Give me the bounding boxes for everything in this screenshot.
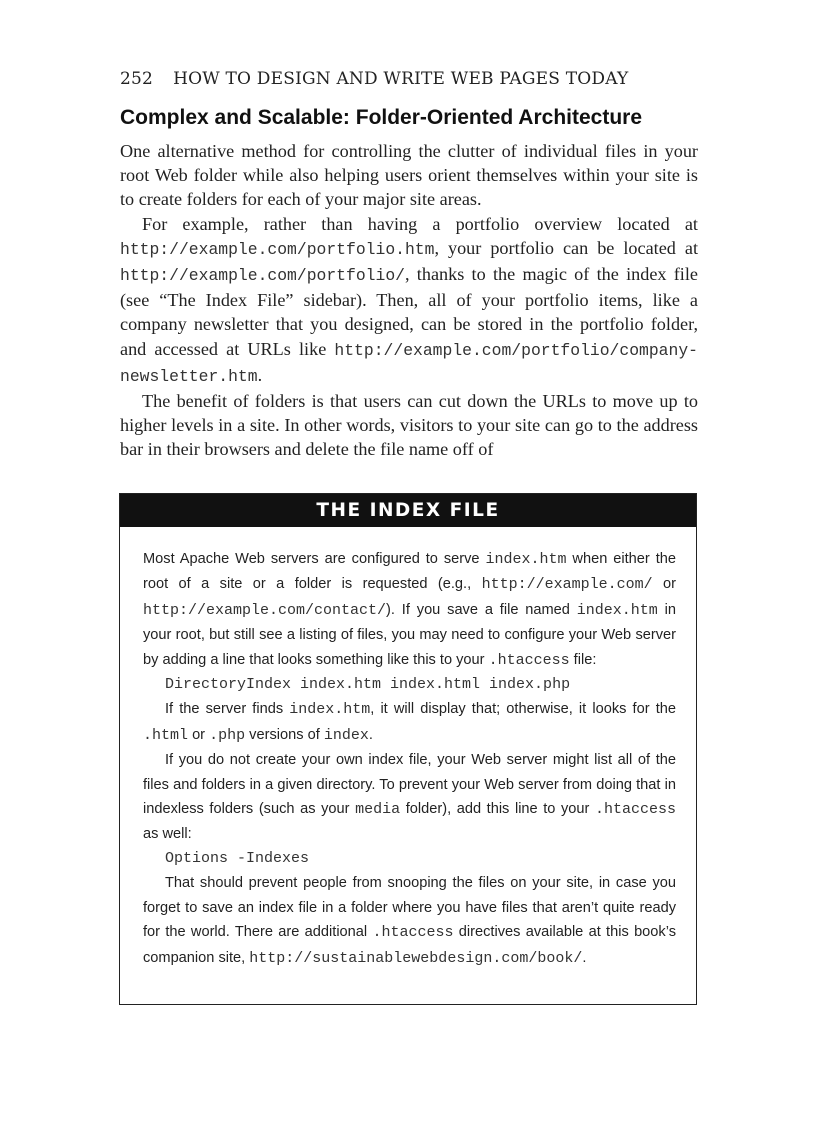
s4-text-b: directives available at this book’s companion site,: [143, 924, 676, 966]
s1-text-b: when either the root of a site or a folder is requested (e.g.,: [143, 551, 676, 593]
running-header: [120, 69, 628, 89]
p2-text-b: , your portfolio can be located at: [434, 237, 698, 258]
code-options-indexes: Options -Indexes: [165, 849, 310, 867]
s2-text-a: If the server finds: [165, 701, 290, 718]
s2-code-index-htm: index.htm: [289, 701, 371, 719]
s2-text-e: .: [368, 726, 373, 743]
s1-code-contact-url: http://example.com/contact/: [143, 601, 387, 619]
paragraph-3: The benefit of folders is that users can cut down the URLs to move up to higher levels in a site. In other words, visitors to your site can go to the address bar in their browsers and delete the file name off of: [120, 391, 698, 460]
sidebar-paragraph-4: [143, 871, 676, 971]
sidebar-paragraph-2: [143, 697, 676, 748]
p2-text-c: , thanks to the magic of the index file (see “The Index File” sidebar). Then, all of your portfolio items, like a company newsletter that you designed, can be stored in the portfolio folder, and accessed at URLs like: [120, 264, 698, 359]
s3-code-media: media: [355, 801, 401, 819]
portfolio-url: http://example.com/portfolio.htm: [120, 239, 435, 259]
s1-text-d: ). If you save a file named: [386, 601, 577, 618]
sidebar-body: [143, 547, 676, 971]
portfolio-folder-url: http://example.com/portfolio/: [120, 266, 405, 286]
paragraph-1: One alternative method for controlling the clutter of individual files in your root Web folder while also helping users orient themselves within your site is to create folders for each of your major site areas.: [120, 141, 698, 210]
s1-text-c: or: [652, 576, 676, 593]
paragraph-2: [120, 212, 698, 389]
s2-code-php: .php: [209, 726, 246, 744]
sidebar-title: THE INDEX FILE: [120, 494, 696, 527]
sidebar-paragraph-1: [143, 547, 676, 673]
s2-text-b: , it will display that; otherwise, it looks for the: [370, 701, 676, 718]
body-text: [120, 139, 698, 462]
code-directoryindex: DirectoryIndex index.htm index.html index.php: [165, 676, 571, 694]
s3-text-a: If you do not create your own index file, your Web server might list all of the files and folders in a given directory. To prevent your Web server from doing that in indexless folders (such as your: [143, 752, 676, 818]
s2-code-index: index: [323, 726, 369, 744]
s1-code-index-file: index.htm: [576, 601, 658, 619]
index-file-sidebar: [119, 493, 697, 1005]
s1-text-f: file:: [569, 651, 597, 668]
p2-text-d: .: [257, 364, 263, 385]
s2-text-c: or: [188, 726, 210, 743]
s3-code-htaccess: .htaccess: [595, 801, 677, 819]
s4-text-c: .: [582, 949, 587, 966]
s2-code-html: .html: [143, 726, 189, 744]
s1-code-example-url: http://example.com/: [481, 576, 653, 594]
s2-text-d: versions of: [245, 726, 324, 743]
s1-code-index-htm: index.htm: [485, 551, 567, 568]
s1-code-htaccess: .htaccess: [488, 651, 570, 669]
s3-text-b: folder), add this line to your: [400, 801, 595, 818]
s4-text-a: That should prevent people from snooping the files on your site, in case you forget to save an index file in a folder where you have files that aren’t quite ready for the world. There are additional: [143, 875, 676, 941]
s1-text-e: in your root, but still see a listing of files, you may need to configure your Web server by adding a line that looks something like this to your: [143, 601, 677, 668]
running-title: HOW TO DESIGN AND WRITE WEB PAGES TODAY: [173, 69, 629, 89]
p2-text-a: For example, rather than having a portfolio overview located at: [142, 213, 698, 234]
s4-code-companion-url: http://sustainablewebdesign.com/book/: [249, 949, 583, 967]
s1-text-a: Most Apache Web servers are configured to serve: [143, 551, 486, 567]
s3-text-c: as well:: [143, 826, 192, 843]
page-number: 252: [120, 69, 154, 89]
newsletter-url: http://example.com/portfolio/company-newsletter.htm: [120, 340, 698, 386]
s4-code-htaccess: .htaccess: [372, 924, 454, 942]
sidebar-paragraph-3: [143, 748, 676, 847]
section-heading: Complex and Scalable: Folder-Oriented Architecture: [120, 106, 643, 129]
